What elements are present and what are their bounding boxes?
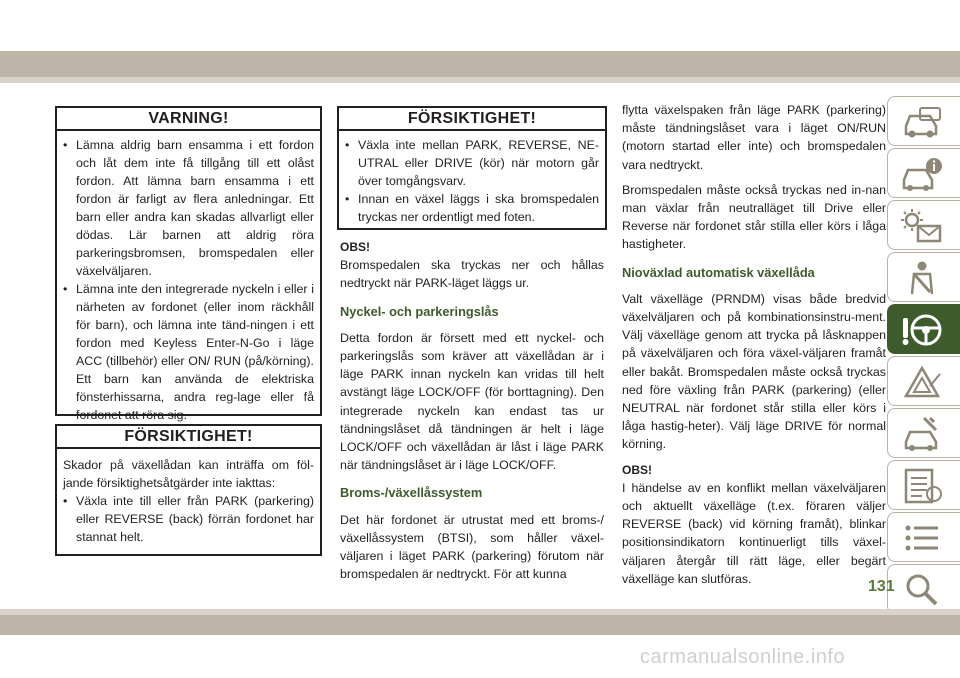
right-column [622, 101, 886, 595]
watermark: carmanualsonline.info [640, 646, 846, 668]
section-heading: Nyckel- och parkeringslås [340, 303, 499, 319]
obs-label: OBS! [340, 240, 370, 254]
warning-box [55, 106, 322, 422]
paragraph: Bromspedalen måste också tryckas ned in-nan man växlar från neutralläget till Drive eller Reverse när fordonet står stilla eller körs i låga hastigheter. [622, 182, 886, 252]
caution-item: • Växla inte till eller från PARK (parkering) eller REVERSE (back) förrän fordonet har stannat helt. [63, 492, 314, 546]
warning-item: • Lämna aldrig barn ensamma i ett fordon och låt dem inte få tillgång till ett olåst fordon. Att lämna barn ensamma i ett fordon är farligt av flera anledningar. Ett barn eller andra kan skadas allvarligt eller dödas. Lär barnen att aldrig röra parkeringsbromsen, bromspedalen eller växelväljaren. [63, 136, 314, 280]
caution-item: • Innan en växel läggs i ska bromspedalen tryckas ner ordentligt med foten. [345, 190, 599, 226]
tab-warning-lights[interactable] [887, 200, 960, 250]
paragraph: Detta fordon är försett med ett nyckel- och parkeringslås som kräver att växellådan är i läge PARK innan nyckeln kan vridas till helt avstängt läge LOCK/OFF (för borttagning). Den integrerade nyckeln kan endast tas ur tändningslåset då tändningen är helt i läge LOCK/OFF och växellådan är låst i läge PARK när tändningslåset är i läge LOCK/OFF. [340, 330, 604, 473]
caution-box-2-title: FÖRSIKTIGHET! [339, 108, 605, 131]
car-service-icon [900, 416, 944, 452]
page-number: 131 [868, 578, 895, 595]
footer-band [0, 615, 960, 635]
list-icon [900, 520, 944, 556]
caution-box [55, 424, 322, 556]
middle-column [340, 234, 604, 590]
tab-vehicle-intro[interactable] [887, 96, 960, 146]
obs-text: Bromspedalen ska tryckas ner och hållas nedtryckt när PARK-läget läggs ur. [340, 258, 604, 291]
tab-safety[interactable] [887, 252, 960, 302]
header-line [0, 77, 960, 83]
caution-box-2 [337, 106, 607, 230]
obs-label: OBS! [622, 462, 652, 477]
car-icon [900, 104, 944, 140]
warning-item: • Lämna inte den integrerade nyckeln i eller i närheten av fordonet (eller inom räckhåll för barn), och lämna inte tänd-ningen i ett fordon med Keyless Enter-N-Go i läge ACC (tillbehör) eller ON/ RUN (på/körning). Ett barn kan använda de elektriska fönsterhissarna, andra reg-lage eller få fordonet att röra sig. [63, 280, 314, 424]
tab-emergency[interactable] [887, 356, 960, 406]
tab-multimedia[interactable] [887, 512, 960, 562]
section-heading: Broms-/växellåssystem [340, 485, 483, 501]
paragraph: flytta växelspaken från läge PARK (parkering) måste tändningslåset vara i läget ON/RUN (motorn startad eller inte) och bromspedalen vara nedtryckt. [622, 103, 886, 172]
tab-maintenance[interactable] [887, 408, 960, 458]
seatbelt-icon [900, 260, 944, 296]
paragraph: Det här fordonet är utrustat med ett broms-/ växellåssystem (BTSI), som håller växel-väljaren i läget PARK (parkering) förutom när bromspedalen är nedtryckt. För att kunna [340, 512, 604, 582]
car-info-icon [900, 156, 944, 192]
caution-intro: Skador på växellådan kan inträffa om föl-jande försiktighetsåtgärder inte iakttas: [63, 458, 314, 490]
hazard-triangle-icon [900, 364, 944, 400]
caution-item: • Växla inte mellan PARK, REVERSE, NE-UTRAL eller DRIVE (kör) när motorn går över tomgångsvarv. [345, 136, 599, 190]
steering-wheel-icon [900, 312, 944, 348]
tab-starting-driving[interactable] [887, 304, 960, 354]
section-heading: Nioväxlad automatisk växellåda [622, 264, 815, 280]
search-icon [900, 572, 944, 608]
header-band [0, 51, 960, 77]
tab-vehicle-info[interactable] [887, 148, 960, 198]
checklist-icon [900, 468, 944, 504]
caution-box-title: FÖRSIKTIGHET! [57, 426, 320, 449]
warning-box-title: VARNING! [57, 108, 320, 131]
paragraph: Valt växelläge (PRNDM) visas både bredvid växelväljaren och på kombinationsinstru-ment. Välj växelläge genom att trycka på låsknappen på växelväljaren och föra växel-väljaren framåt eller bakåt. Bromspedalen måste också tryckas ned före växling från PARK (parkering) (eller NEUTRAL när fordonet står stilla eller körs i låga hastig-heter). Välj läge DRIVE för normal körning. [622, 291, 886, 452]
tab-specifications[interactable] [887, 460, 960, 510]
top-margin [0, 0, 960, 50]
sun-message-icon [900, 208, 944, 244]
obs-text: I händelse av en konflikt mellan växelväljaren och aktuellt växelläge (t.ex. föraren väljer REVERSE (back) vid körning framåt), blinkar positionsindikatorn kontinuerligt tills växel-väljaren återgår till rätt läge, eller begärt växelläge kan slutföras. [622, 480, 886, 586]
tab-search[interactable] [887, 564, 960, 614]
